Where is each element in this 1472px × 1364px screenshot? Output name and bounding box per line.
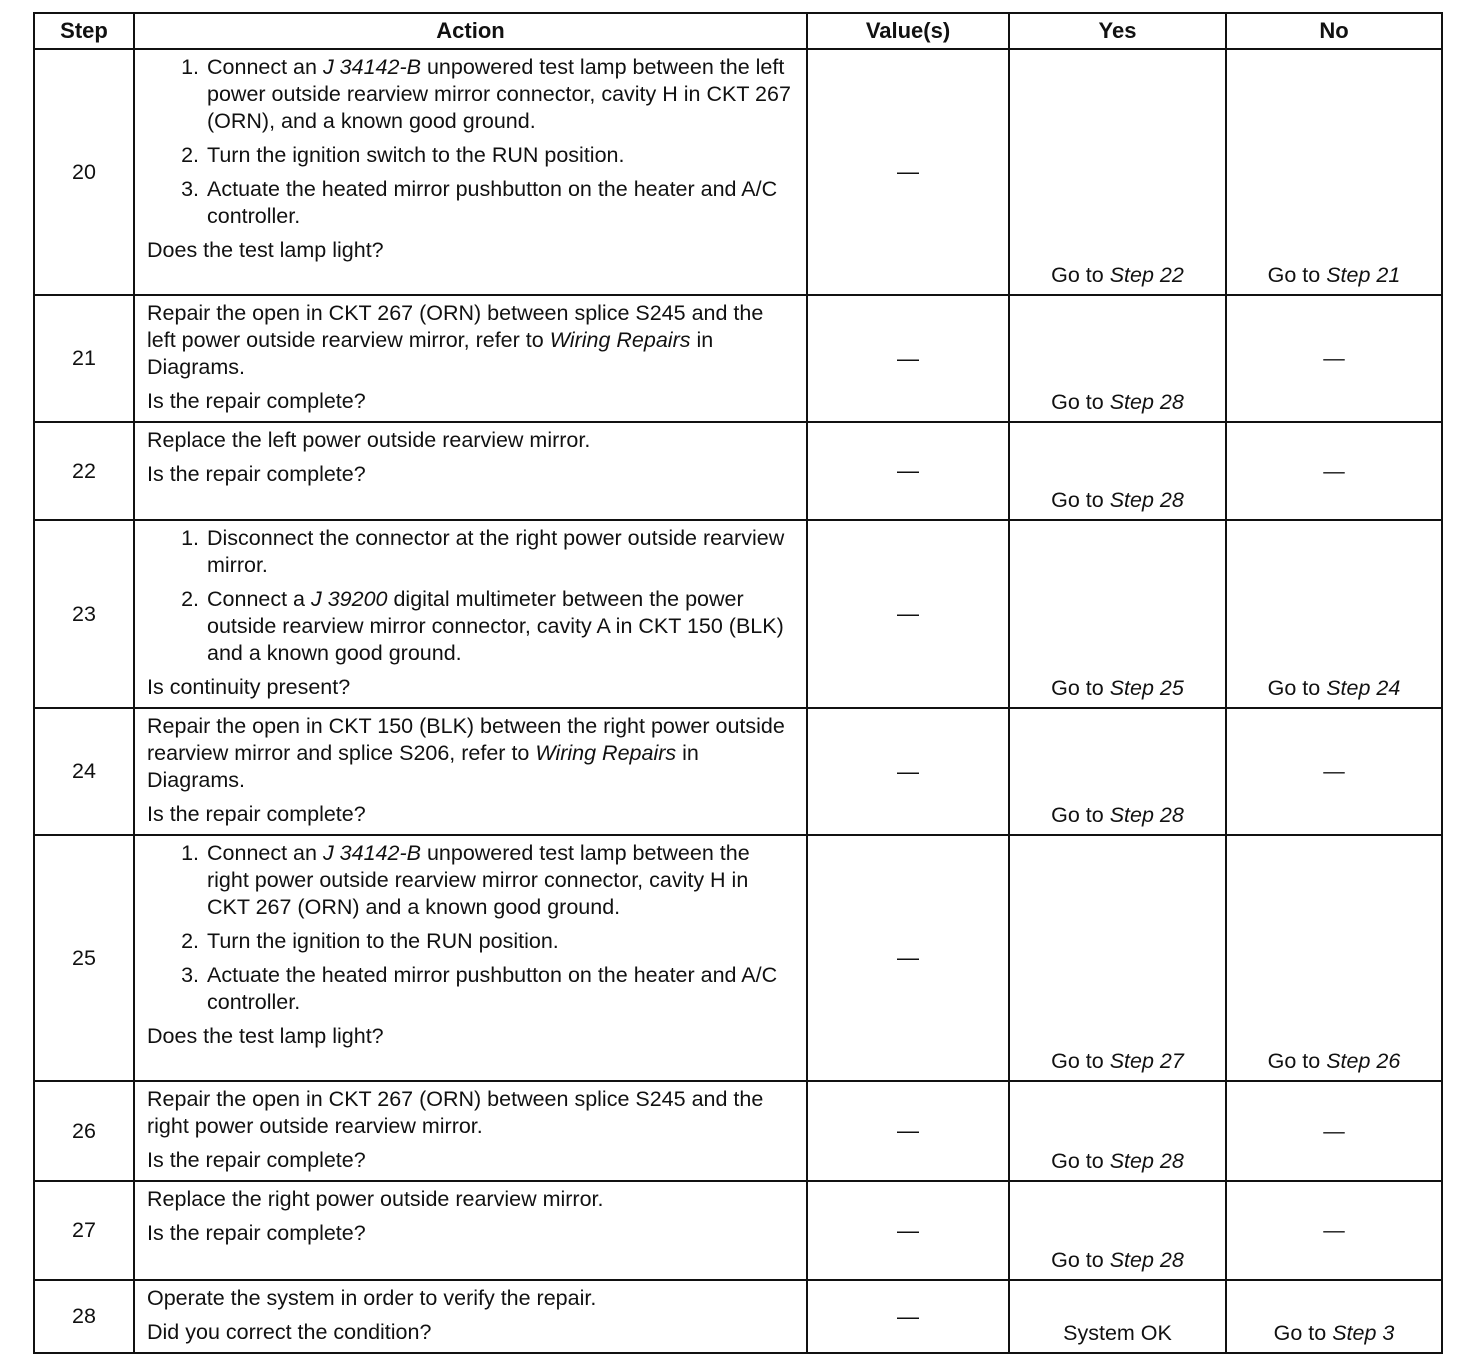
no-result: Go to Step 21	[1226, 49, 1442, 295]
table-row	[34, 295, 1442, 422]
yes-step-ref: Step 28	[1109, 390, 1184, 414]
diagnostic-table	[33, 12, 1443, 1354]
step-number: 23	[34, 520, 134, 708]
yes-result: Go to Step 22	[1009, 49, 1226, 295]
yes-result: System OK	[1009, 1280, 1226, 1353]
action-text: Operate the system in order to verify the repair.	[147, 1286, 597, 1310]
action-text: Replace the left power outside rearview mirror.	[147, 428, 591, 452]
step-number: 27	[34, 1181, 134, 1280]
value-cell: —	[807, 835, 1009, 1081]
action-step: 2. Turn the ignition switch to the RUN position.	[205, 142, 796, 169]
action-step-ref: J 34142-B	[322, 55, 421, 79]
no-result: Go to Step 24	[1226, 520, 1442, 708]
action-step: 1. Disconnect the connector at the right power outside rearview mirror.	[205, 525, 796, 579]
no-step-ref: Step 24	[1326, 676, 1401, 700]
value-cell: —	[807, 708, 1009, 835]
table-row	[34, 1181, 1442, 1280]
step-number: 28	[34, 1280, 134, 1353]
step-number: 22	[34, 422, 134, 520]
step-number: 21	[34, 295, 134, 422]
yes-result: Go to Step 28	[1009, 1081, 1226, 1181]
table-row	[34, 1081, 1442, 1181]
no-result: —	[1226, 1081, 1442, 1181]
yes-result: Go to Step 28	[1009, 1181, 1226, 1280]
header-action: Action	[134, 13, 807, 49]
header-yes: Yes	[1009, 13, 1226, 49]
action-cell	[134, 520, 807, 708]
action-cell	[134, 295, 807, 422]
action-question: Does the test lamp light?	[147, 1024, 384, 1048]
action-cell	[134, 1081, 807, 1181]
action-text: Repair the open in CKT 267 (ORN) between splice S245 and the left power outside rearview mirror, refer to Wiring Repairs in Diagrams.	[147, 301, 764, 379]
action-question: Is the repair complete?	[147, 389, 366, 413]
step-number: 24	[34, 708, 134, 835]
yes-step-ref: Step 28	[1109, 488, 1184, 512]
action-cell	[134, 835, 807, 1081]
yes-step-ref: Step 28	[1109, 1248, 1184, 1272]
action-steps-list	[147, 525, 796, 667]
value-cell: —	[807, 1280, 1009, 1353]
yes-step-ref: Step 28	[1109, 1149, 1184, 1173]
action-question: Is the repair complete?	[147, 1148, 366, 1172]
no-step-ref: Step 3	[1332, 1321, 1395, 1345]
yes-step-ref: Step 22	[1109, 263, 1184, 287]
no-result: Go to Step 3	[1226, 1280, 1442, 1353]
action-step: 2. Turn the ignition to the RUN position.	[205, 928, 796, 955]
table-row	[34, 520, 1442, 708]
table-row	[34, 835, 1442, 1081]
no-result: —	[1226, 295, 1442, 422]
action-question: Is continuity present?	[147, 675, 351, 699]
table-row	[34, 422, 1442, 520]
action-cell	[134, 422, 807, 520]
action-step: 1. Connect an J 34142-B unpowered test lamp between the right power outside rearview mirror connector, cavity H in CKT 267 (ORN) and a known good ground.	[205, 840, 796, 921]
value-cell: —	[807, 1181, 1009, 1280]
header-row	[34, 13, 1442, 49]
yes-result: Go to Step 25	[1009, 520, 1226, 708]
no-step-ref: Step 26	[1326, 1049, 1401, 1073]
action-cell	[134, 708, 807, 835]
action-step: 3. Actuate the heated mirror pushbutton on the heater and A/C controller.	[205, 962, 796, 1016]
value-cell: —	[807, 49, 1009, 295]
header-step: Step	[34, 13, 134, 49]
no-result: —	[1226, 1181, 1442, 1280]
table-body	[34, 49, 1442, 1353]
action-cell	[134, 1181, 807, 1280]
action-text: Repair the open in CKT 267 (ORN) between splice S245 and the right power outside rearview mirror.	[147, 1087, 764, 1138]
yes-step-ref: Step 27	[1109, 1049, 1184, 1073]
yes-step-ref: Step 28	[1109, 803, 1184, 827]
step-number: 26	[34, 1081, 134, 1181]
action-question: Is the repair complete?	[147, 1221, 366, 1245]
value-cell: —	[807, 1081, 1009, 1181]
action-step: 3. Actuate the heated mirror pushbutton on the heater and A/C controller.	[205, 176, 796, 230]
action-steps-list	[147, 840, 796, 1016]
action-question: Is the repair complete?	[147, 462, 366, 486]
table-row	[34, 1280, 1442, 1353]
action-step: 2. Connect a J 39200 digital multimeter between the power outside rearview mirror connector, cavity A in CKT 150 (BLK) and a known good ground.	[205, 586, 796, 667]
action-text: Replace the right power outside rearview mirror.	[147, 1187, 604, 1211]
no-step-ref: Step 21	[1326, 263, 1401, 287]
yes-step-ref: Step 25	[1109, 676, 1184, 700]
value-cell: —	[807, 520, 1009, 708]
action-text-ref: Wiring Repairs	[549, 328, 691, 352]
action-text-ref: Wiring Repairs	[535, 741, 677, 765]
yes-result: Go to Step 28	[1009, 708, 1226, 835]
table-row	[34, 708, 1442, 835]
yes-result: Go to Step 27	[1009, 835, 1226, 1081]
step-number: 25	[34, 835, 134, 1081]
action-question: Did you correct the condition?	[147, 1320, 432, 1344]
step-number: 20	[34, 49, 134, 295]
action-step-ref: J 39200	[310, 587, 388, 611]
no-result: Go to Step 26	[1226, 835, 1442, 1081]
yes-result: Go to Step 28	[1009, 422, 1226, 520]
table-row	[34, 49, 1442, 295]
action-cell	[134, 49, 807, 295]
action-cell	[134, 1280, 807, 1353]
header-values: Value(s)	[807, 13, 1009, 49]
no-result: —	[1226, 422, 1442, 520]
action-step-ref: J 34142-B	[322, 841, 421, 865]
value-cell: —	[807, 422, 1009, 520]
action-question: Does the test lamp light?	[147, 238, 384, 262]
action-steps-list	[147, 54, 796, 230]
action-text: Repair the open in CKT 150 (BLK) between the right power outside rearview mirror and splice S206, refer to Wiring Repairs in Diagrams.	[147, 714, 785, 792]
action-question: Is the repair complete?	[147, 802, 366, 826]
action-step: 1. Connect an J 34142-B unpowered test lamp between the left power outside rearview mirror connector, cavity H in CKT 267 (ORN), and a known good ground.	[205, 54, 796, 135]
yes-result: Go to Step 28	[1009, 295, 1226, 422]
no-result: —	[1226, 708, 1442, 835]
header-no: No	[1226, 13, 1442, 49]
value-cell: —	[807, 295, 1009, 422]
